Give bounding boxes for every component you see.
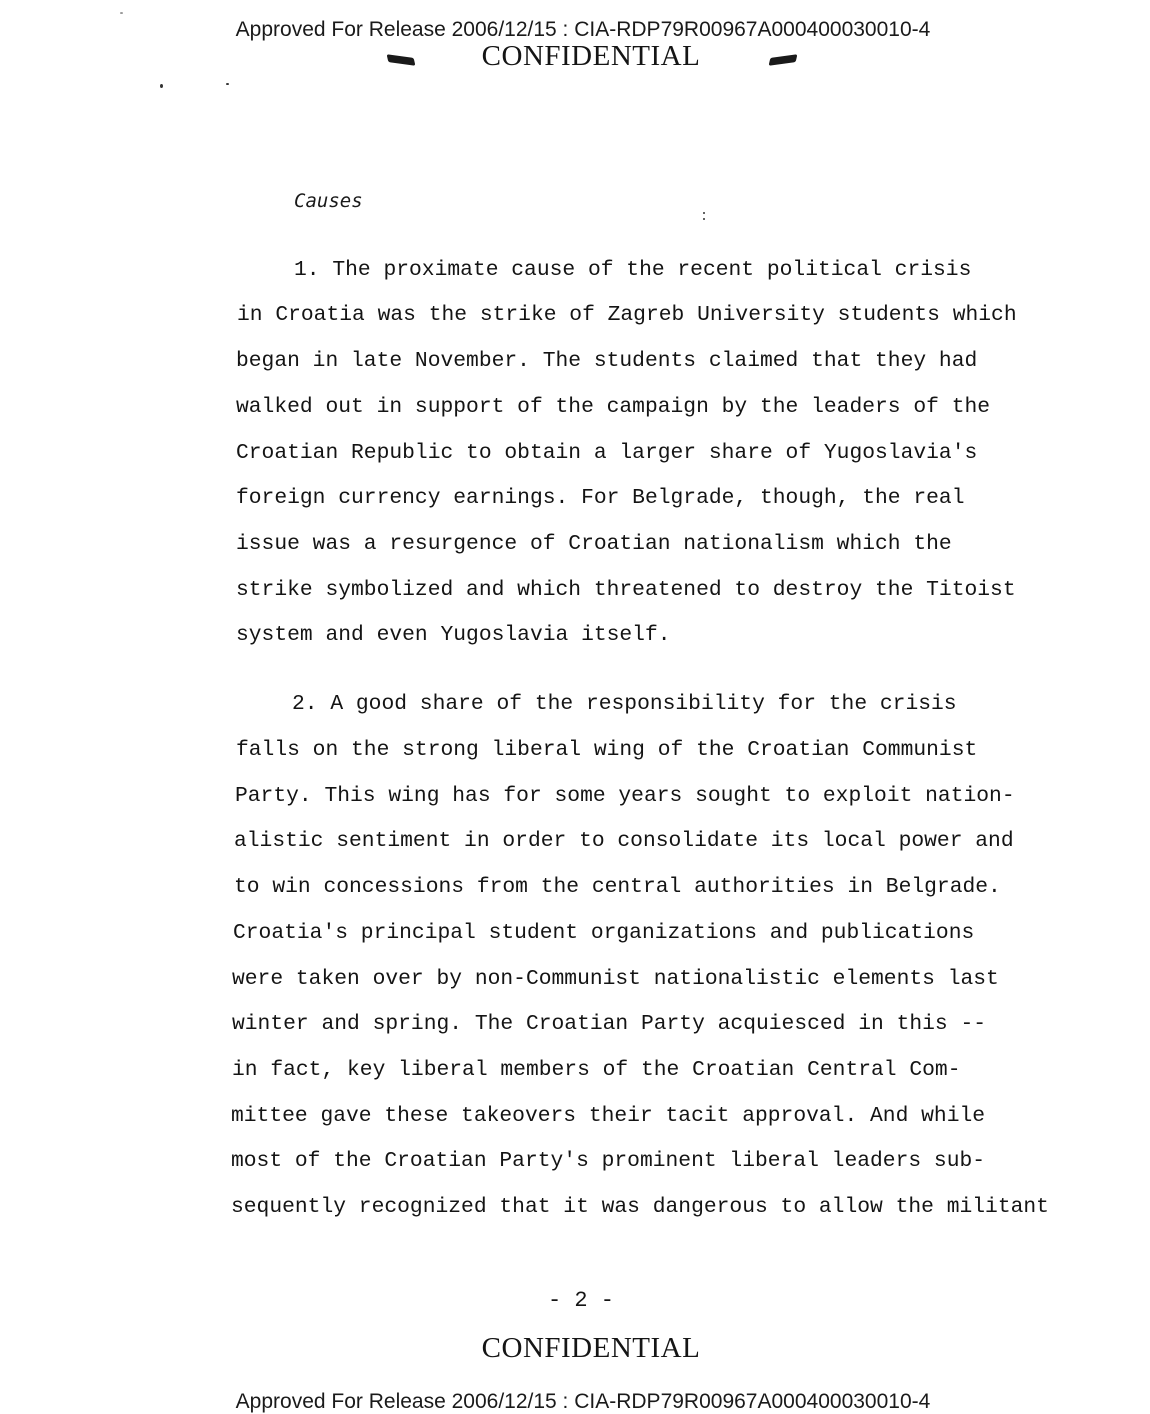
paragraph-line: falls on the strong liberal wing of the Croatian Communist (236, 738, 978, 762)
paragraph-line: began in late November. The students claimed that they had (236, 349, 978, 373)
paragraph-line: foreign currency earnings. For Belgrade, though, the real (236, 486, 965, 510)
page-number: - 2 - (547, 1288, 614, 1313)
paragraph-line: Croatian Republic to obtain a larger share of Yugoslavia's (236, 441, 978, 465)
scan-speck (226, 83, 229, 85)
paragraph-line: 1. The proximate cause of the recent political crisis (294, 258, 972, 282)
paragraph-line: alistic sentiment in order to consolidate its local power and (234, 829, 1014, 853)
paragraph-line: most of the Croatian Party's prominent liberal leaders sub- (231, 1149, 986, 1173)
scan-speck (703, 218, 705, 220)
paragraph-line: to win concessions from the central authorities in Belgrade. (234, 875, 1001, 899)
section-heading: Causes (294, 190, 363, 212)
scan-speck (160, 84, 163, 88)
paragraph-line: 2. A good share of the responsibility for the crisis (292, 692, 957, 716)
paragraph-line: in Croatia was the strike of Zagreb University students which (237, 303, 1017, 327)
paragraph-line: in fact, key liberal members of the Croatian Central Com- (232, 1058, 961, 1082)
paragraph-line: issue was a resurgence of Croatian nationalism which the (236, 532, 952, 556)
scan-speck (120, 12, 123, 14)
paragraph-line: mittee gave these takeovers their tacit approval. And while (231, 1104, 986, 1128)
paragraph-line: winter and spring. The Croatian Party acquiesced in this -- (232, 1012, 987, 1036)
classification-header: CONFIDENTIAL (481, 40, 701, 72)
paragraph-line: strike symbolized and which threatened to destroy the Titoist (236, 578, 1016, 602)
paragraph-line: Party. This wing has for some years sought to exploit nation- (235, 784, 1015, 808)
paragraph-line: Croatia's principal student organizations and publications (233, 921, 975, 945)
paragraph-line: were taken over by non-Communist nationalistic elements last (232, 967, 999, 991)
paragraph-line: walked out in support of the campaign by the leaders of the (236, 395, 991, 419)
release-footer: Approved For Release 2006/12/15 : CIA-RDP79R00967A000400030010-4 (235, 1390, 931, 1413)
classification-footer: CONFIDENTIAL (481, 1332, 701, 1364)
release-header: Approved For Release 2006/12/15 : CIA-RDP79R00967A000400030010-4 (235, 18, 931, 41)
paragraph-line: sequently recognized that it was dangerous to allow the militant (231, 1195, 1049, 1219)
scan-speck (703, 212, 705, 214)
paragraph-line: system and even Yugoslavia itself. (236, 623, 671, 647)
